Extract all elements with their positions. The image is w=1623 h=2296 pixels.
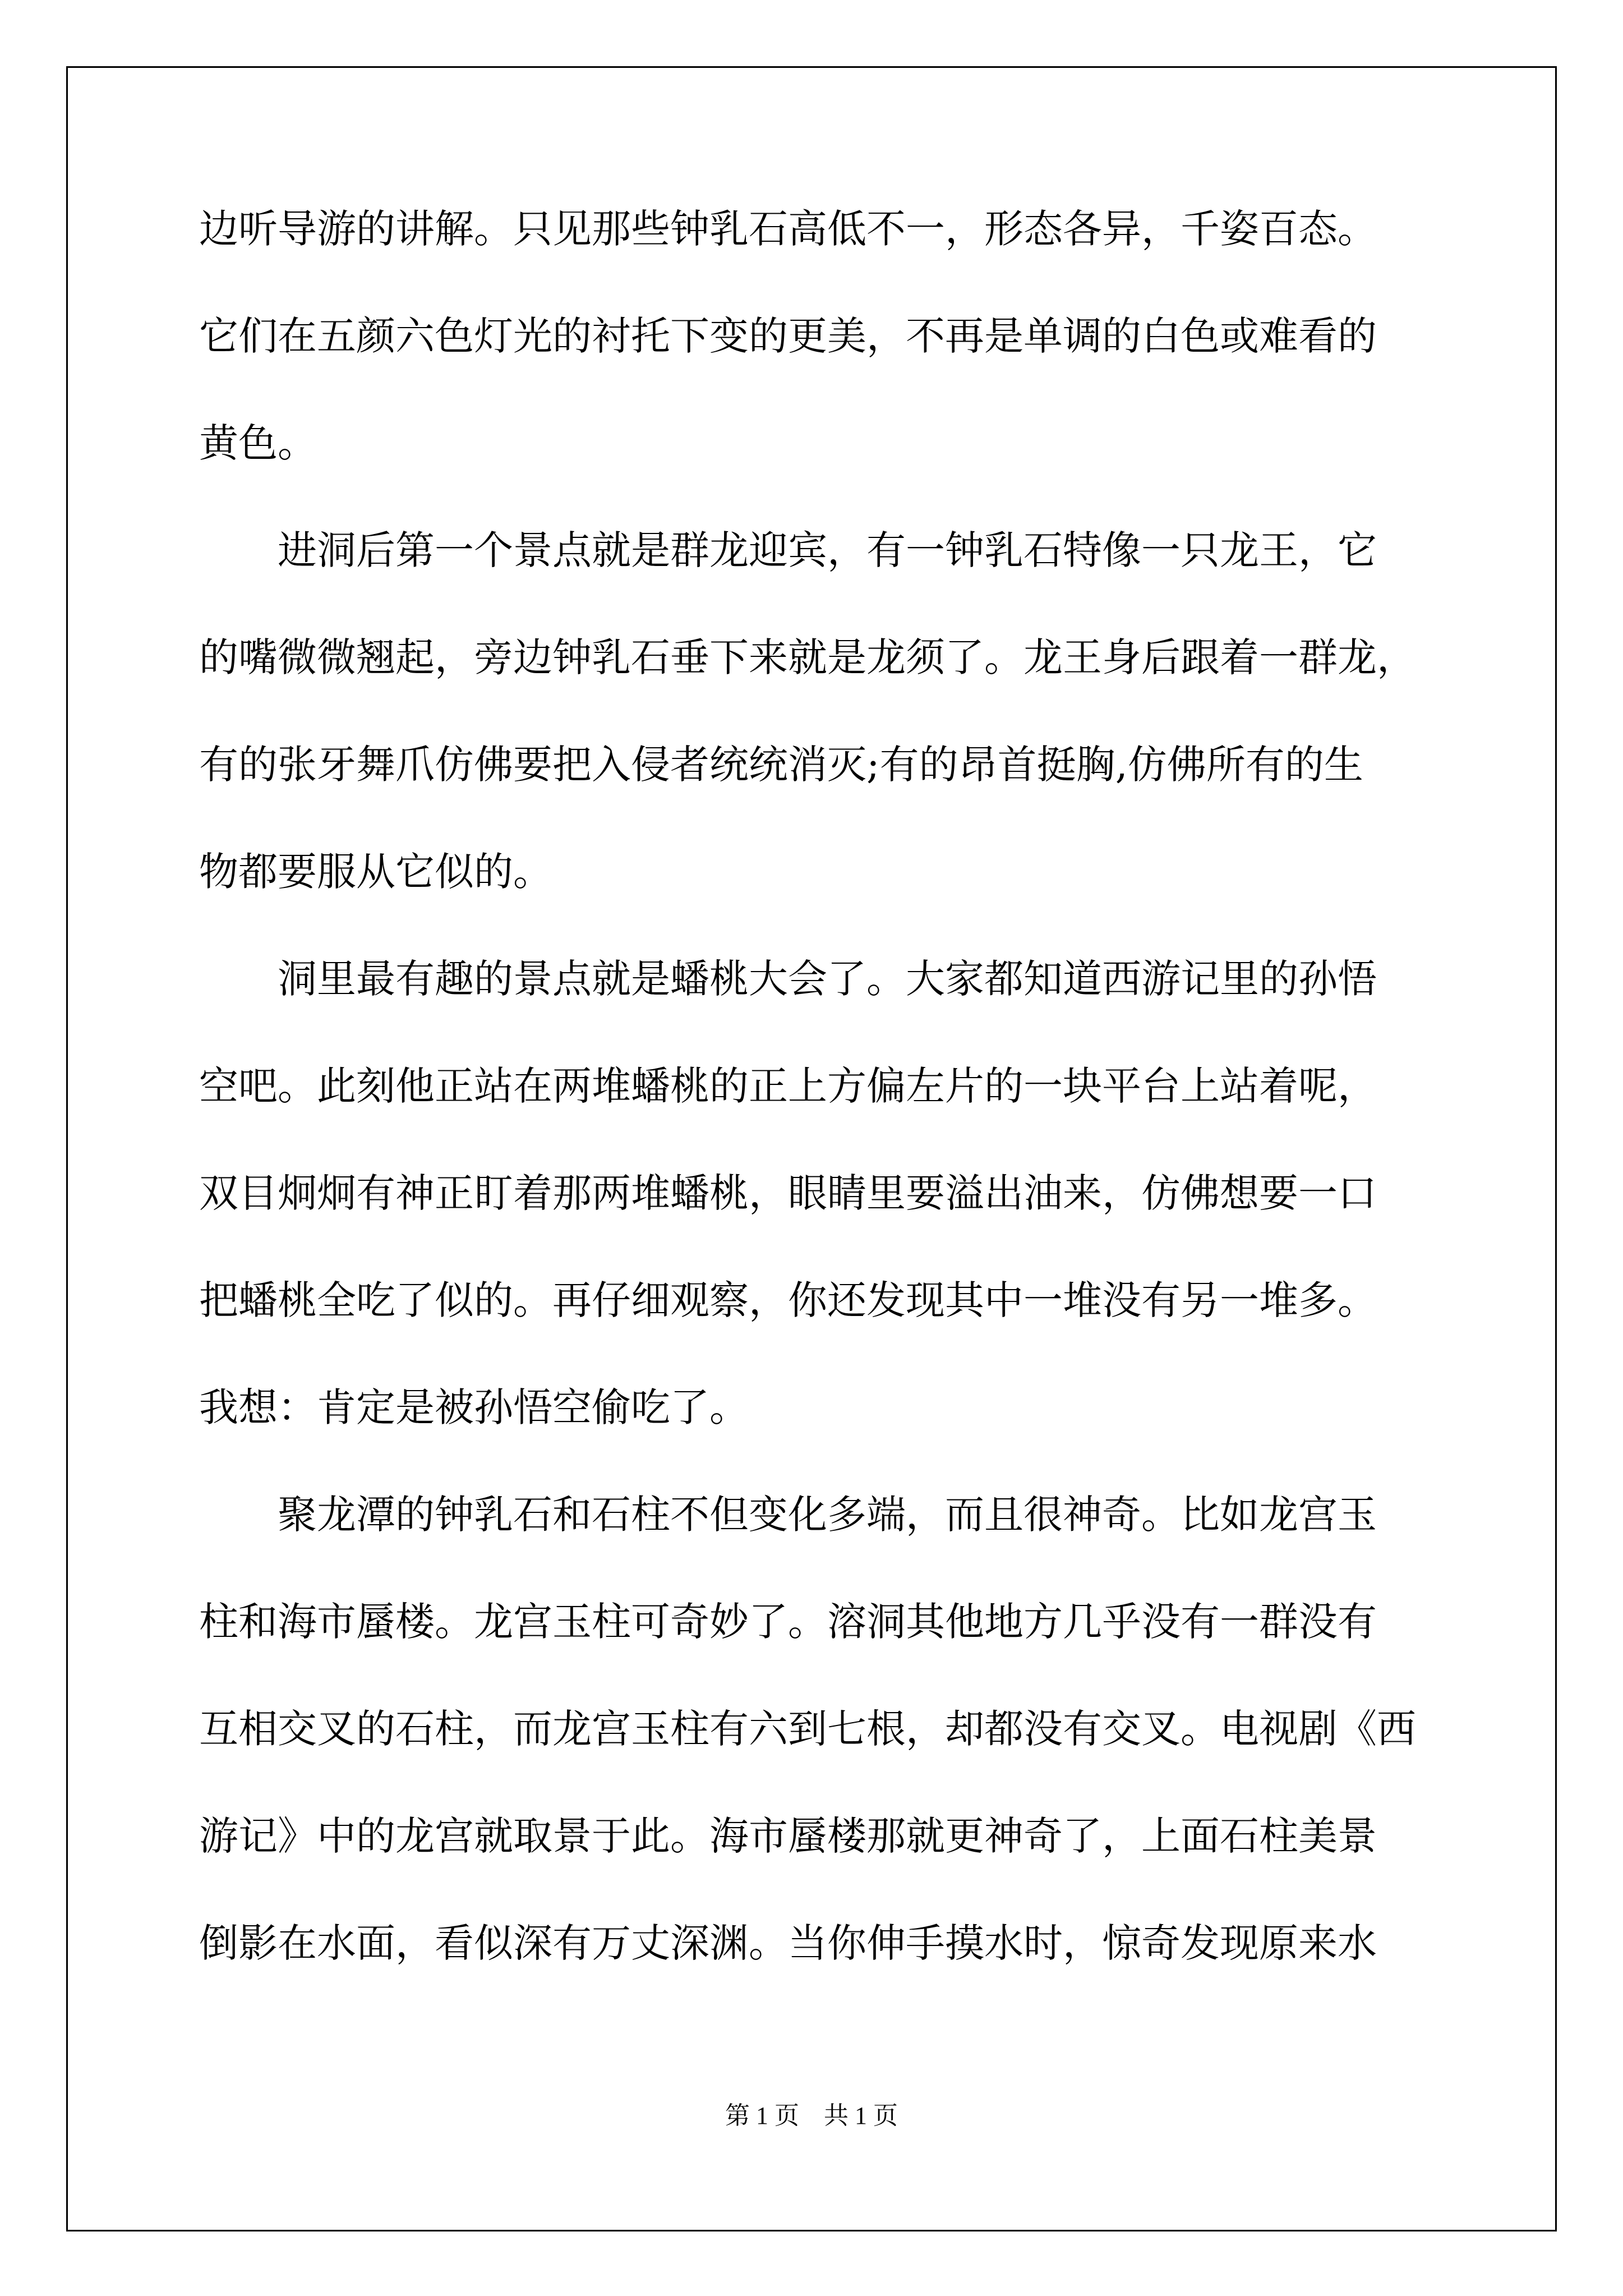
text-line: 空吧。此刻他正站在两堆蟠桃的正上方偏左片的一块平台上站着呢， <box>199 1063 1377 1109</box>
text-line: 柱和海市蜃楼。龙宫玉柱可奇妙了。溶洞其他地方几乎没有一群没有 <box>199 1599 1377 1645</box>
text-line: 聚龙潭的钟乳石和石柱不但变化多端，而且很神奇。比如龙宫玉 <box>199 1492 1377 1538</box>
text-line: 双目炯炯有神正盯着那两堆蟠桃，眼睛里要溢出油来，仿佛想要一口 <box>199 1170 1377 1216</box>
document-body <box>199 204 1433 2025</box>
text-line: 有的张牙舞爪仿佛要把入侵者统统消灭;有的昂首挺胸,仿佛所有的生 <box>199 742 1363 788</box>
text-line: 倒影在水面，看似深有万丈深渊。当你伸手摸水时，惊奇发现原来水 <box>199 1920 1377 1966</box>
text-line: 的嘴微微翘起，旁边钟乳石垂下来就是龙须了。龙王身后跟着一群龙， <box>199 634 1416 680</box>
text-line: 物都要服从它似的。 <box>199 849 552 895</box>
text-line: 互相交叉的石柱，而龙宫玉柱有六到七根，却都没有交叉。电视剧《西 <box>199 1706 1416 1752</box>
text-line: 边听导游的讲解。只见那些钟乳石高低不一，形态各异，千姿百态。 <box>199 206 1377 252</box>
text-line: 游记》中的龙宫就取景于此。海市蜃楼那就更神奇了，上面石柱美景 <box>199 1813 1377 1859</box>
text-line: 把蟠桃全吃了似的。再仔细观察，你还发现其中一堆没有另一堆多。 <box>199 1277 1377 1323</box>
text-line: 洞里最有趣的景点就是蟠桃大会了。大家都知道西游记里的孙悟 <box>199 956 1377 1002</box>
text-line: 黄色。 <box>199 420 317 466</box>
text-line: 进洞后第一个景点就是群龙迎宾，有一钟乳石特像一只龙王，它 <box>199 527 1377 573</box>
text-line: 我想：肯定是被孙悟空偷吃了。 <box>199 1384 749 1430</box>
text-line: 它们在五颜六色灯光的衬托下变的更美，不再是单调的白色或难看的 <box>199 313 1377 359</box>
page-number-footer: 第 1 页 共 1 页 <box>725 2102 898 2129</box>
